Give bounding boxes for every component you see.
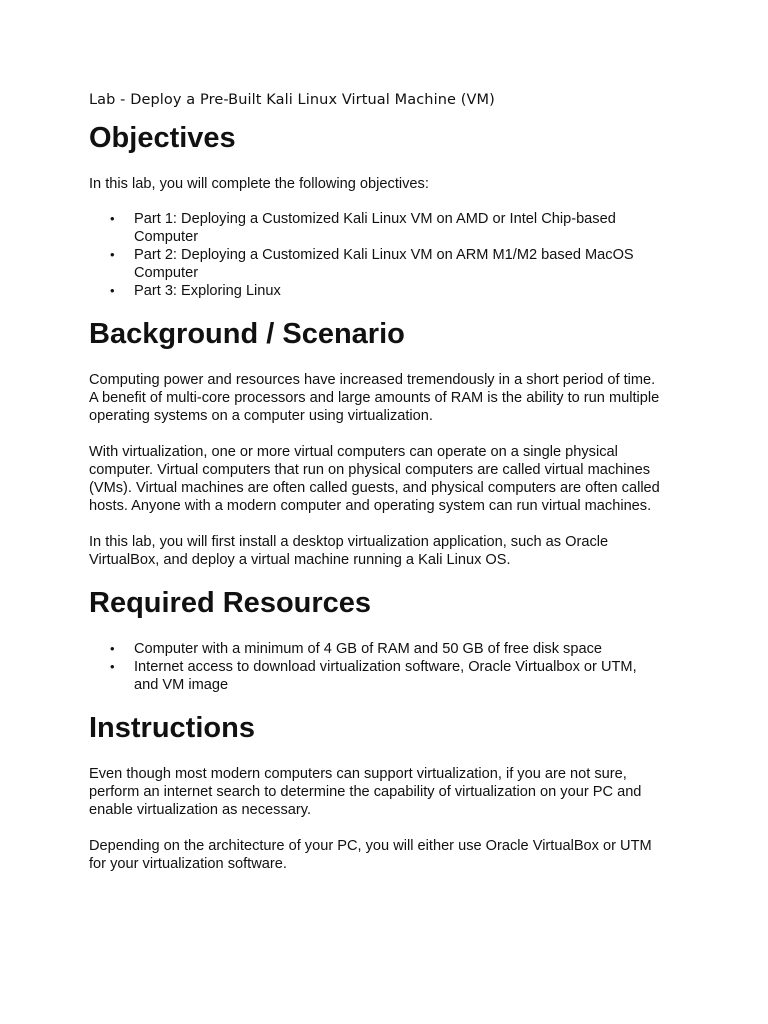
list-item-line: Computer xyxy=(134,265,199,281)
list-item-line: Computer xyxy=(134,229,199,245)
instructions-heading: Instructions xyxy=(89,712,255,744)
paragraph-line: Computing power and resources have increased tremendously in a short period of time. xyxy=(89,372,656,388)
paragraph-line: perform an internet search to determine the capability of virtualization on your PC and xyxy=(89,784,642,800)
background-paragraph-3 xyxy=(89,533,685,569)
paragraph-line: VirtualBox, and deploy a virtual machine running a Kali Linux OS. xyxy=(89,552,511,568)
objectives-list xyxy=(89,210,685,300)
background-heading: Background / Scenario xyxy=(89,318,405,350)
instructions-paragraph-2 xyxy=(89,837,685,873)
document-title: Lab - Deploy a Pre-Built Kali Linux Virtual Machine (VM) xyxy=(89,92,495,108)
paragraph-line: for your virtualization software. xyxy=(89,856,287,872)
paragraph-line: With virtualization, one or more virtual computers can operate on a single physical xyxy=(89,444,618,460)
paragraph-line: A benefit of multi-core processors and large amounts of RAM is the ability to run multiple xyxy=(89,390,660,406)
objectives-heading: Objectives xyxy=(89,122,236,154)
list-item xyxy=(89,246,685,282)
list-item-line: and VM image xyxy=(134,677,229,693)
paragraph-line: Even though most modern computers can support virtualization, if you are not sure, xyxy=(89,766,627,782)
list-item-line: Computer with a minimum of 4 GB of RAM and 50 GB of free disk space xyxy=(134,641,603,657)
bullet-icon: • xyxy=(110,659,115,674)
list-item xyxy=(89,640,685,658)
paragraph-line: In this lab, you will first install a desktop virtualization application, such as Oracle xyxy=(89,534,609,550)
objectives-intro: In this lab, you will complete the following objectives: xyxy=(89,176,429,192)
bullet-icon: • xyxy=(110,247,115,262)
bullet-icon: • xyxy=(110,283,115,298)
bullet-icon: • xyxy=(110,641,115,656)
list-item xyxy=(89,658,685,694)
resources-list xyxy=(89,640,685,694)
bullet-icon: • xyxy=(110,211,115,226)
list-item xyxy=(89,282,685,300)
background-paragraph-1 xyxy=(89,371,685,425)
list-item-line: Part 2: Deploying a Customized Kali Linux VM on ARM M1/M2 based MacOS xyxy=(134,247,634,263)
paragraph-line: Depending on the architecture of your PC, you will either use Oracle VirtualBox or UTM xyxy=(89,838,652,854)
resources-heading: Required Resources xyxy=(89,587,372,619)
paragraph-line: hosts. Anyone with a modern computer and operating system can run virtual machines. xyxy=(89,498,652,514)
instructions-paragraph-1 xyxy=(89,765,685,819)
list-item-line: Part 1: Deploying a Customized Kali Linux VM on AMD or Intel Chip-based xyxy=(134,211,616,227)
paragraph-line: operating systems on a computer using virtualization. xyxy=(89,408,433,424)
list-item-line: Part 3: Exploring Linux xyxy=(134,283,281,299)
paragraph-line: (VMs). Virtual machines are often called guests, and physical computers are often called xyxy=(89,480,660,496)
list-item-line: Internet access to download virtualization software, Oracle Virtualbox or UTM, xyxy=(134,659,637,675)
background-paragraph-2 xyxy=(89,443,685,515)
list-item xyxy=(89,210,685,246)
paragraph-line: enable virtualization as necessary. xyxy=(89,802,311,818)
paragraph-line: computer. Virtual computers that run on physical computers are called virtual machines xyxy=(89,462,651,478)
